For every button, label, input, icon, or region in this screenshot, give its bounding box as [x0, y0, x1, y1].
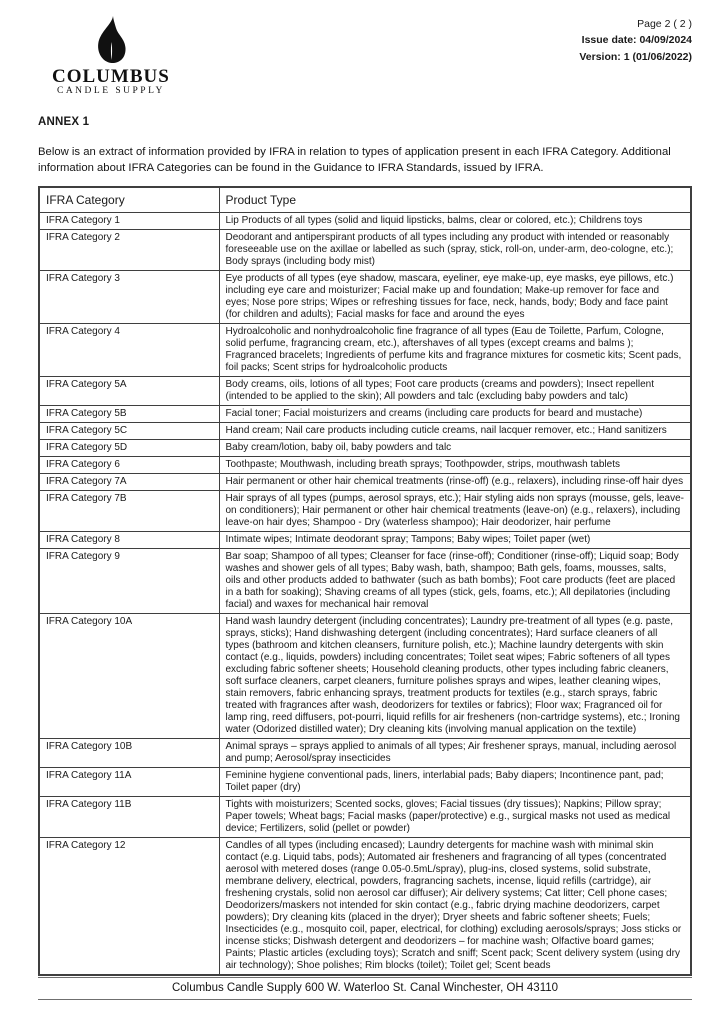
- company-logo: [38, 16, 170, 98]
- flame-icon: [93, 16, 129, 66]
- product-type-cell: Hair permanent or other hair chemical treatments (rinse-off) (e.g., relaxers), including rinse-off hair dyes: [219, 473, 691, 490]
- ifra-category-cell: IFRA Category 11B: [39, 796, 219, 837]
- ifra-category-cell: IFRA Category 11A: [39, 767, 219, 796]
- intro-paragraph: Below is an extract of information provided by IFRA in relation to types of application present in each IFRA Category. Additional information about IFRA Categories can be found in the Guidance to IFRA Standards, issued by IFRA.: [38, 145, 671, 174]
- table-row: [39, 767, 691, 796]
- ifra-table-body: [39, 212, 691, 975]
- product-type-cell: Animal sprays – sprays applied to animals of all types; Air freshener sprays, manual, including aerosol and pump; Aerosol/spray insecticides: [219, 738, 691, 767]
- table-row: [39, 229, 691, 270]
- product-type-cell: Feminine hygiene conventional pads, liners, interlabial pads; Baby diapers; Incontinence pant, pad; Toilet paper (dry): [219, 767, 691, 796]
- footer-address: Columbus Candle Supply 600 W. Waterloo St. Canal Winchester, OH 43110: [38, 977, 692, 1000]
- table-row: [39, 323, 691, 376]
- table-row: [39, 212, 691, 229]
- product-type-cell: Hand wash laundry detergent (including concentrates); Laundry pre-treatment of all types (e.g. paste, sprays, sticks); Hand dishwashing detergent (including concentrates); Hard surface cleaners of all types (bathroom and kitchen cleansers, furniture polish, etc.); Machine laundry detergents with skin contact (e.g., liquids, powders) including concentrates; Toilet seat wipes; Fabric softeners of all types excluding fabric softener sheets; Household cleaning products, other types including fabric cleaners, soft surface cleaners, carpet cleaners, furniture polishes sprays and wipes, leather cleaning wipes, stain removers, fabric enhancing sprays, treatment products for textiles (e.g., starch sprays, fabric treated with fragrances after wash, deodorizers for textiles or fabrics); Floor wax; Fragranced oil for lamp ring, reed diffusers, pot-pourri, liquid refills for air fresheners (non-cartridge systems), etc.; Ironing water (Odorized distilled water); Dry cleaning kits (involving manual application on the textile): [219, 613, 691, 738]
- ifra-category-cell: IFRA Category 7A: [39, 473, 219, 490]
- ifra-category-cell: IFRA Category 4: [39, 323, 219, 376]
- product-type-cell: Body creams, oils, lotions of all types; Foot care products (creams and powders); Insect repellent (intended to be applied to the skin); All powders and talc (excluding baby powders and talc): [219, 376, 691, 405]
- ifra-category-cell: IFRA Category 5D: [39, 439, 219, 456]
- product-type-cell: Hand cream; Nail care products including cuticle creams, nail lacquer remover, etc.; Hand sanitizers: [219, 422, 691, 439]
- product-type-cell: Baby cream/lotion, baby oil, baby powders and talc: [219, 439, 691, 456]
- ifra-category-cell: IFRA Category 9: [39, 548, 219, 613]
- logo-tagline: CANDLE SUPPLY: [56, 86, 165, 96]
- table-row: [39, 738, 691, 767]
- column-header-product-type: Product Type: [219, 187, 691, 213]
- table-row: [39, 548, 691, 613]
- table-row: [39, 796, 691, 837]
- ifra-category-cell: IFRA Category 6: [39, 456, 219, 473]
- table-row: [39, 837, 691, 975]
- logo-company-name: COLUMBUS: [52, 66, 170, 87]
- table-row: [39, 422, 691, 439]
- document-header: [38, 14, 692, 98]
- ifra-category-table: [38, 186, 692, 976]
- ifra-category-cell: IFRA Category 5C: [39, 422, 219, 439]
- table-row: [39, 376, 691, 405]
- ifra-category-cell: IFRA Category 10B: [39, 738, 219, 767]
- ifra-category-cell: IFRA Category 8: [39, 531, 219, 548]
- table-row: [39, 490, 691, 531]
- ifra-category-cell: IFRA Category 10A: [39, 613, 219, 738]
- table-header: [39, 187, 691, 213]
- version: Version: 1 (01/06/2022): [579, 50, 692, 63]
- product-type-cell: Lip Products of all types (solid and liquid lipsticks, balms, clear or colored, etc.); Childrens toys: [219, 212, 691, 229]
- table-row: [39, 613, 691, 738]
- product-type-cell: Intimate wipes; Intimate deodorant spray; Tampons; Baby wipes; Toilet paper (wet): [219, 531, 691, 548]
- product-type-cell: Hair sprays of all types (pumps, aerosol sprays, etc.); Hair styling aids non sprays (mousse, gels, leave-on conditioners); Hair permanent or other hair chemical treatments (leave-on) (e.g., relaxers), including leave-on hair dyes; Shampoo - Dry (waterless shampoo); Hair deodorizer, hair perfume: [219, 490, 691, 531]
- column-header-ifra-category: IFRA Category: [39, 187, 219, 213]
- product-type-cell: Candles of all types (including encased); Laundry detergents for machine wash with minimal skin contact (e.g. Liquid tabs, pods); Automated air fresheners and fragrancing of all types (concentrated aerosol with metered doses (range 0.05-0.5mL/spray), plug-ins, closed systems, solid substrate, membrane delivery, electrical, powders, fragrancing sachets, incense, liquid refills (cartridge), air freshening crystals, solid non aerosol car diffuser); Air delivery systems; Cat litter; Cell phone cases; Deodorizers/maskers not intended for skin contact (e.g., fabric drying machine deodorizers, carpet powders); Dry cleaning kits (placed in the dryer); Dryer sheets and fabric softener sheets; Fuels; Insecticides (e.g., mosquito coil, paper, electrical, for clothing) excluding aerosols/sprays; Joss sticks or incense sticks; Dishwash detergent and deodorizers – for machine wash; Olfactive board games; Paints; Plastic articles (excluding toys); Scratch and sniff; Scent pack; Scent delivery system (using dry air technology); Shoe polishes; Rim blocks (toilet); Toilet gel; Scent beads: [219, 837, 691, 975]
- product-type-cell: Facial toner; Facial moisturizers and creams (including care products for beard and mustache): [219, 405, 691, 422]
- ifra-category-cell: IFRA Category 5B: [39, 405, 219, 422]
- product-type-cell: Deodorant and antiperspirant products of all types including any product with intended or reasonably foreseeable use on the axillae or labelled as such (spray, stick, roll-on, under-arm, deo-cologne, etc.); Body sprays (including body mist): [219, 229, 691, 270]
- page-number: Page 2 ( 2 ): [637, 18, 692, 30]
- document-meta: [579, 14, 692, 65]
- product-type-cell: Bar soap; Shampoo of all types; Cleanser for face (rinse-off); Conditioner (rinse-off); Liquid soap; Body washes and shower gels of all types; Baby wash, bath, shampoo; Bath gels, foams, mousses, salts, oils and other products added to bathwater (such as bath bombs); Foot care products (feet are placed in a bath for soaking); Shaving creams of all types (stick, gels, foams, etc.); All depilatories (including facial) and waxes for mechanical hair removal: [219, 548, 691, 613]
- table-row: [39, 439, 691, 456]
- ifra-category-cell: IFRA Category 2: [39, 229, 219, 270]
- product-type-cell: Toothpaste; Mouthwash, including breath sprays; Toothpowder, strips, mouthwash tablets: [219, 456, 691, 473]
- ifra-category-cell: IFRA Category 3: [39, 270, 219, 323]
- product-type-cell: Eye products of all types (eye shadow, mascara, eyeliner, eye make-up, eye masks, eye pillows, etc.) including eye care and moisturizer; Facial make up and foundation; Make-up remover for face and eyes; Nose pore strips; Wipes or refreshing tissues for face, neck, hands, body; Body and face paint (for children and adults); Facial masks for face and around the eyes: [219, 270, 691, 323]
- table-row: [39, 456, 691, 473]
- product-type-cell: Tights with moisturizers; Scented socks, gloves; Facial tissues (dry tissues); Napkins; Pillow spray; Paper towels; Wheat bags; Facial masks (paper/protective) e.g., surgical masks not used as medical device; Fertilizers, solid (pellet or powder): [219, 796, 691, 837]
- table-row: [39, 473, 691, 490]
- product-type-cell: Hydroalcoholic and nonhydroalcoholic fine fragrance of all types (Eau de Toilette, Parfum, Cologne, solid perfume, fragrancing cream, etc.), aftershaves of all types (except creams and balms ); Fragranced bracelets; Ingredients of perfume kits and fragrance mixtures for cosmetic kits; Scent pads, foil packs; Scent strips for hydroalcoholic products: [219, 323, 691, 376]
- ifra-category-cell: IFRA Category 7B: [39, 490, 219, 531]
- ifra-category-cell: IFRA Category 5A: [39, 376, 219, 405]
- table-row: [39, 270, 691, 323]
- ifra-category-cell: IFRA Category 1: [39, 212, 219, 229]
- table-row: [39, 405, 691, 422]
- annex-title: ANNEX 1: [38, 115, 90, 128]
- ifra-category-cell: IFRA Category 12: [39, 837, 219, 975]
- table-row: [39, 531, 691, 548]
- issue-date: Issue date: 04/09/2024: [581, 34, 692, 47]
